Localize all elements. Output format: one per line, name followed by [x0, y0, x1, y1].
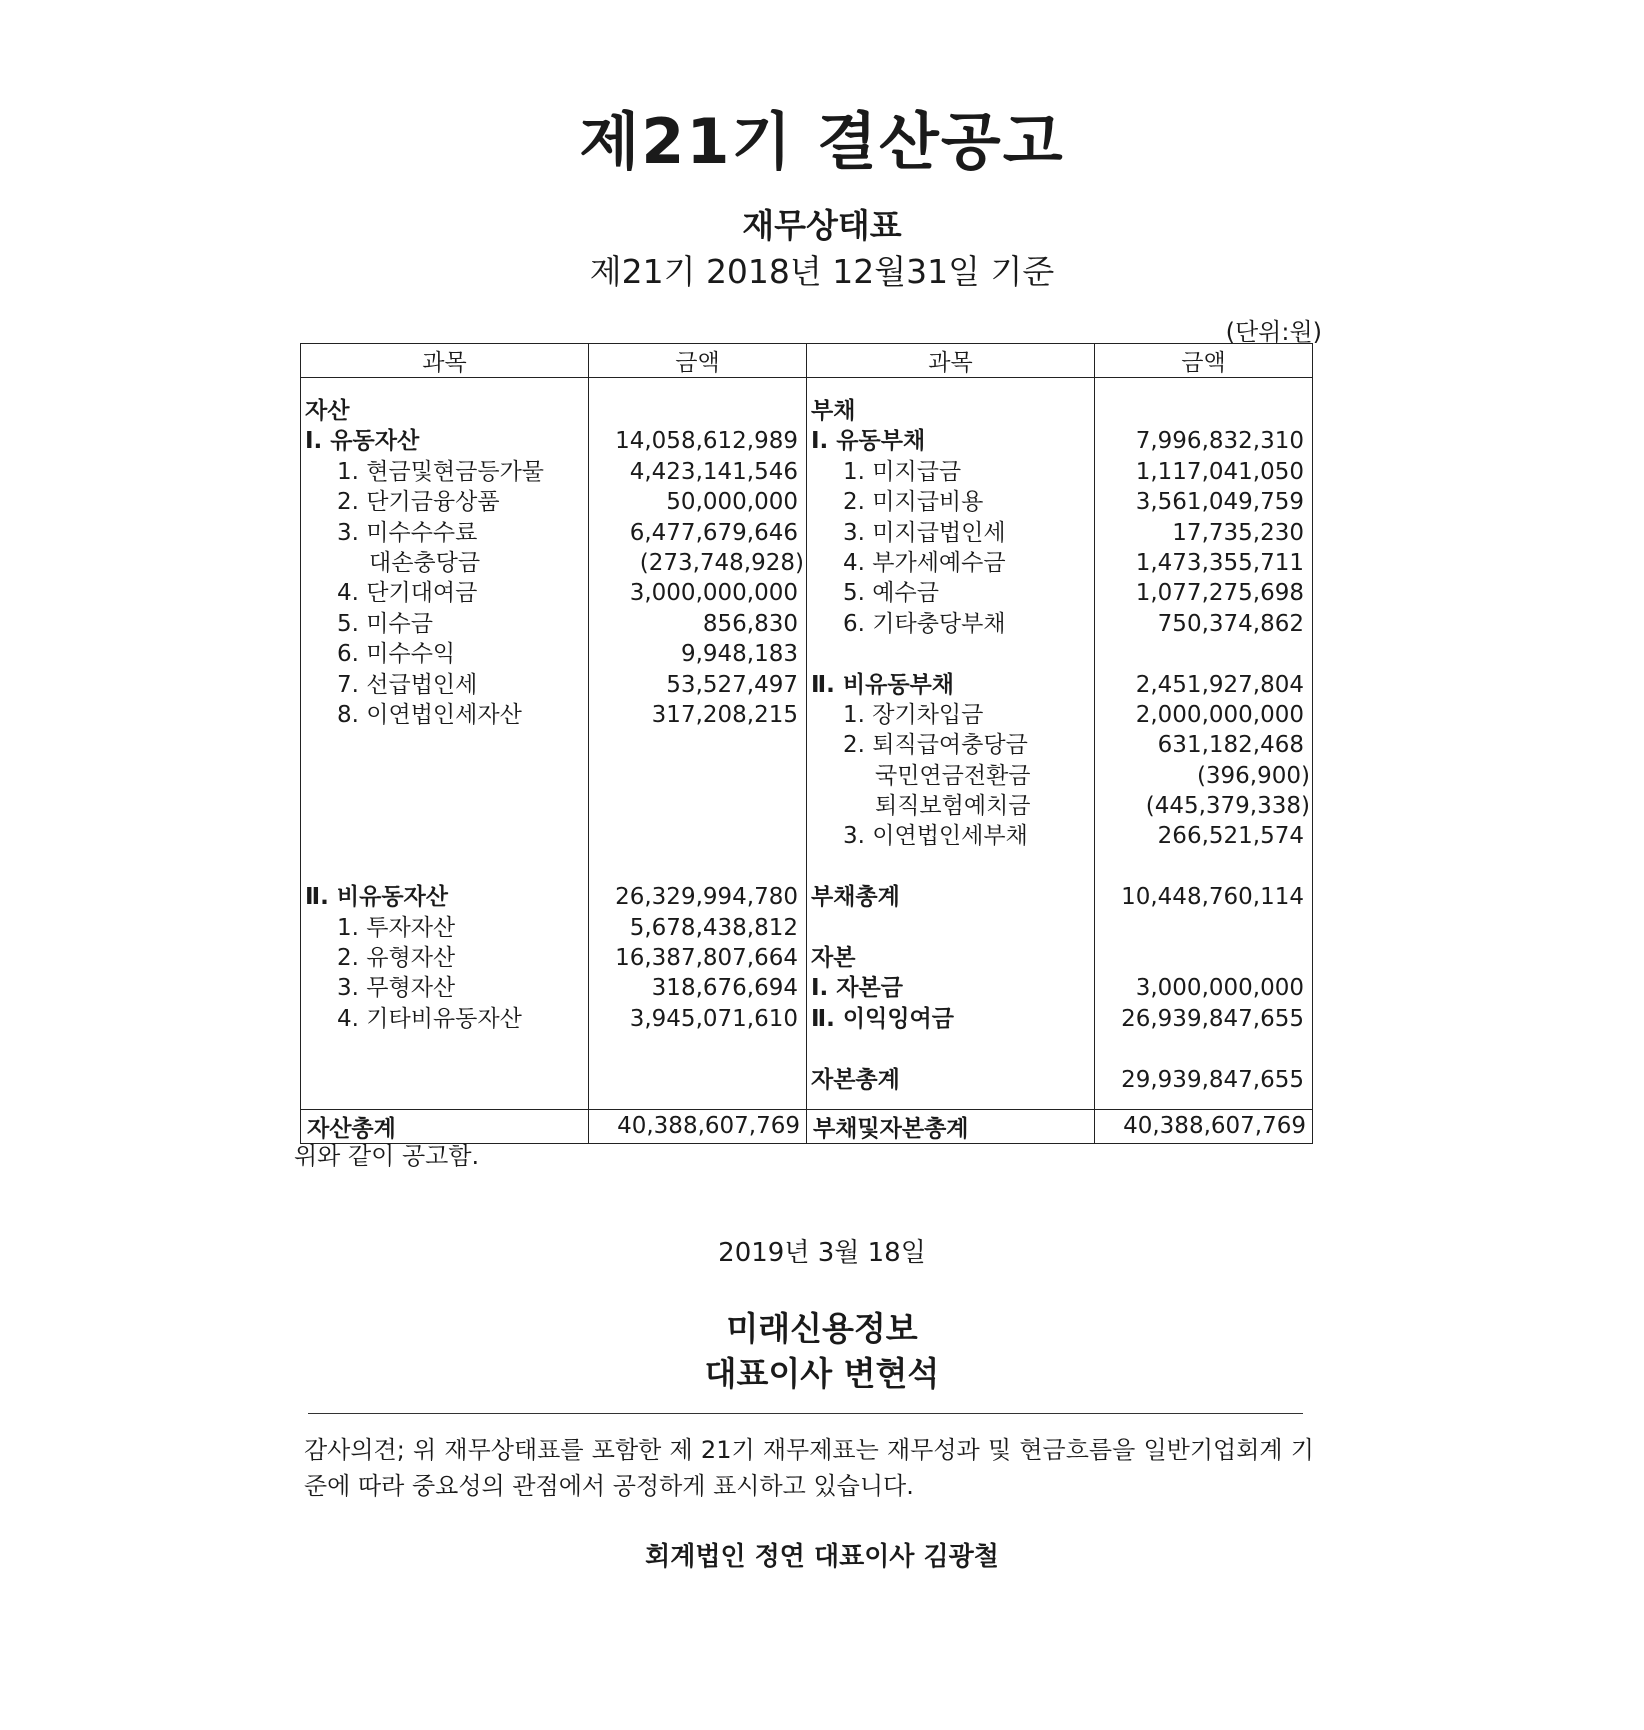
- account-label: 7. 선급법인세: [337, 671, 478, 698]
- auditor-name: 회계법인 정연 대표이사 김광철: [645, 1542, 999, 1572]
- account-label: 8. 이연법인세자산: [337, 701, 522, 728]
- account-label: 퇴직보험예치금: [875, 793, 1031, 820]
- account-label: 4. 기타비유동자산: [337, 1005, 522, 1032]
- column-header-account-assets: 과목: [301, 344, 589, 378]
- account-label: 1. 미지급금: [843, 458, 962, 485]
- account-label: Ⅰ. 유동부채: [811, 428, 926, 455]
- column-header-amount-liabilities: 금액: [1095, 344, 1313, 378]
- spacer: [301, 852, 588, 882]
- account-amount: [589, 396, 806, 426]
- account-amount: 16,387,807,664: [615, 945, 798, 972]
- table-header-row: [301, 344, 1313, 378]
- asset-accounts-column: [301, 378, 589, 1110]
- account-amount: 1,117,041,050: [1135, 458, 1304, 485]
- account-label: 5. 예수금: [843, 580, 939, 607]
- account-label: 6. 미수수익: [337, 641, 456, 668]
- account-label: 2. 단기금융상품: [337, 489, 500, 516]
- account-amount: 5,678,438,812: [629, 914, 798, 941]
- account-label: 5. 미수금: [337, 610, 433, 637]
- account-amount: 2,451,927,804: [1135, 671, 1304, 698]
- account-amount: 2,000,000,000: [1135, 701, 1304, 728]
- column-header-amount-assets: 금액: [589, 344, 807, 378]
- column-header-account-liabilities: 과목: [807, 344, 1095, 378]
- account-amount: 3,000,000,000: [1135, 975, 1304, 1002]
- account-amount: 6,477,679,646: [629, 519, 798, 546]
- total-assets-label: 자산총계: [301, 1109, 589, 1143]
- spacer: [589, 730, 806, 760]
- account-label: 국민연금전환금: [875, 762, 1031, 789]
- account-amount: 631,182,468: [1157, 732, 1304, 759]
- total-liabilities-equity-amount: 40,388,607,769: [1095, 1109, 1313, 1143]
- asset-amounts-column: [589, 378, 807, 1110]
- account-label: Ⅱ. 이익잉여금: [811, 1005, 954, 1032]
- spacer: [1095, 913, 1312, 943]
- spacer: [1095, 1034, 1312, 1064]
- account-label: 4. 부가세예수금: [843, 549, 1006, 576]
- total-assets-amount: 40,388,607,769: [589, 1109, 807, 1143]
- spacer: [589, 761, 806, 791]
- account-amount: 856,830: [702, 610, 798, 637]
- account-label: 자산: [305, 398, 350, 424]
- account-amount: 1,473,355,711: [1135, 549, 1304, 576]
- notice-date: 2019년 3월 18일: [718, 1238, 926, 1268]
- account-amount: (273,748,928): [639, 549, 804, 576]
- account-amount: 14,058,612,989: [615, 428, 798, 455]
- account-amount: 266,521,574: [1157, 823, 1304, 850]
- account-label: 2. 미지급비용: [843, 489, 984, 516]
- account-amount: 3,561,049,759: [1135, 489, 1304, 516]
- spacer: [301, 761, 588, 791]
- table-body-row: [301, 378, 1313, 1110]
- statement-title: 재무상태표: [742, 206, 902, 245]
- account-amount: 1,077,275,698: [1135, 580, 1304, 607]
- account-amount: 3,000,000,000: [629, 580, 798, 607]
- account-amount: 26,329,994,780: [615, 884, 798, 911]
- account-label: 2. 퇴직급여충당금: [843, 732, 1028, 759]
- account-label: 6. 기타충당부채: [843, 610, 1006, 637]
- account-label: 3. 무형자산: [337, 975, 456, 1002]
- currency-unit: (단위:원): [1225, 318, 1322, 346]
- account-amount: 29,939,847,655: [1121, 1066, 1304, 1093]
- account-label: Ⅱ. 비유동자산: [305, 884, 448, 911]
- company-name: 미래신용정보: [726, 1309, 918, 1348]
- account-label: 부채: [811, 398, 856, 424]
- account-label: 1. 투자자산: [337, 914, 456, 941]
- account-amount: [1095, 396, 1312, 426]
- total-liabilities-equity-label: 부채및자본총계: [807, 1109, 1095, 1143]
- audit-opinion: 감사의견; 위 재무상태표를 포함한 제 21기 재무제표는 재무성과 및 현금흐름을 일반기업회계 기준에 따라 중요성의 관점에서 공정하게 표시하고 있습니다.: [304, 1436, 1314, 1500]
- account-label: 2. 유형자산: [337, 945, 456, 972]
- account-label: 1. 현금및현금등가물: [337, 458, 544, 485]
- account-label: Ⅱ. 비유동부채: [811, 671, 954, 698]
- account-amount: 50,000,000: [666, 489, 798, 516]
- spacer: [807, 1034, 1094, 1064]
- liability-equity-accounts-column: [807, 378, 1095, 1110]
- spacer: [589, 821, 806, 851]
- account-label: Ⅰ. 유동자산: [305, 428, 420, 455]
- account-amount: 53,527,497: [666, 671, 798, 698]
- account-amount: 750,374,862: [1157, 610, 1304, 637]
- account-label: Ⅰ. 자본금: [811, 975, 903, 1002]
- account-amount: 3,945,071,610: [629, 1005, 798, 1032]
- balance-sheet-table: [300, 343, 1313, 1144]
- account-label: 3. 미지급법인세: [843, 519, 1006, 546]
- account-amount: 318,676,694: [651, 975, 798, 1002]
- spacer: [589, 852, 806, 882]
- spacer: [807, 913, 1094, 943]
- account-amount: 4,423,141,546: [629, 458, 798, 485]
- account-amount: (445,379,338): [1145, 793, 1310, 820]
- account-amount: [1095, 943, 1312, 973]
- spacer: [1095, 639, 1312, 669]
- closing-statement: 위와 같이 공고함.: [294, 1142, 480, 1170]
- account-label: 3. 이연법인세부채: [843, 823, 1028, 850]
- account-label: 3. 미수수수료: [337, 519, 478, 546]
- account-amount: (396,900): [1196, 762, 1310, 789]
- notice-title: 제21기 결산공고: [579, 105, 1065, 178]
- account-amount: 7,996,832,310: [1135, 428, 1304, 455]
- account-amount: 17,735,230: [1172, 519, 1304, 546]
- liability-equity-amounts-column: [1095, 378, 1313, 1110]
- account-label: 자본: [811, 945, 856, 972]
- account-label: 대손충당금: [369, 549, 481, 576]
- spacer: [301, 821, 588, 851]
- divider: [308, 1413, 1303, 1414]
- spacer: [807, 639, 1094, 669]
- account-label: 1. 장기차입금: [843, 701, 984, 728]
- spacer: [1095, 852, 1312, 882]
- spacer: [807, 852, 1094, 882]
- spacer: [301, 730, 588, 760]
- ceo-name: 대표이사 변현석: [704, 1354, 940, 1393]
- statement-period: 제21기 2018년 12월31일 기준: [589, 252, 1055, 291]
- account-amount: 317,208,215: [651, 701, 798, 728]
- account-amount: 10,448,760,114: [1121, 884, 1304, 911]
- account-label: 4. 단기대여금: [337, 580, 478, 607]
- spacer: [589, 791, 806, 821]
- account-amount: 9,948,183: [680, 641, 798, 668]
- account-label: 부채총계: [811, 884, 900, 911]
- account-label: 자본총계: [811, 1066, 900, 1093]
- account-amount: 26,939,847,655: [1121, 1005, 1304, 1032]
- spacer: [301, 791, 588, 821]
